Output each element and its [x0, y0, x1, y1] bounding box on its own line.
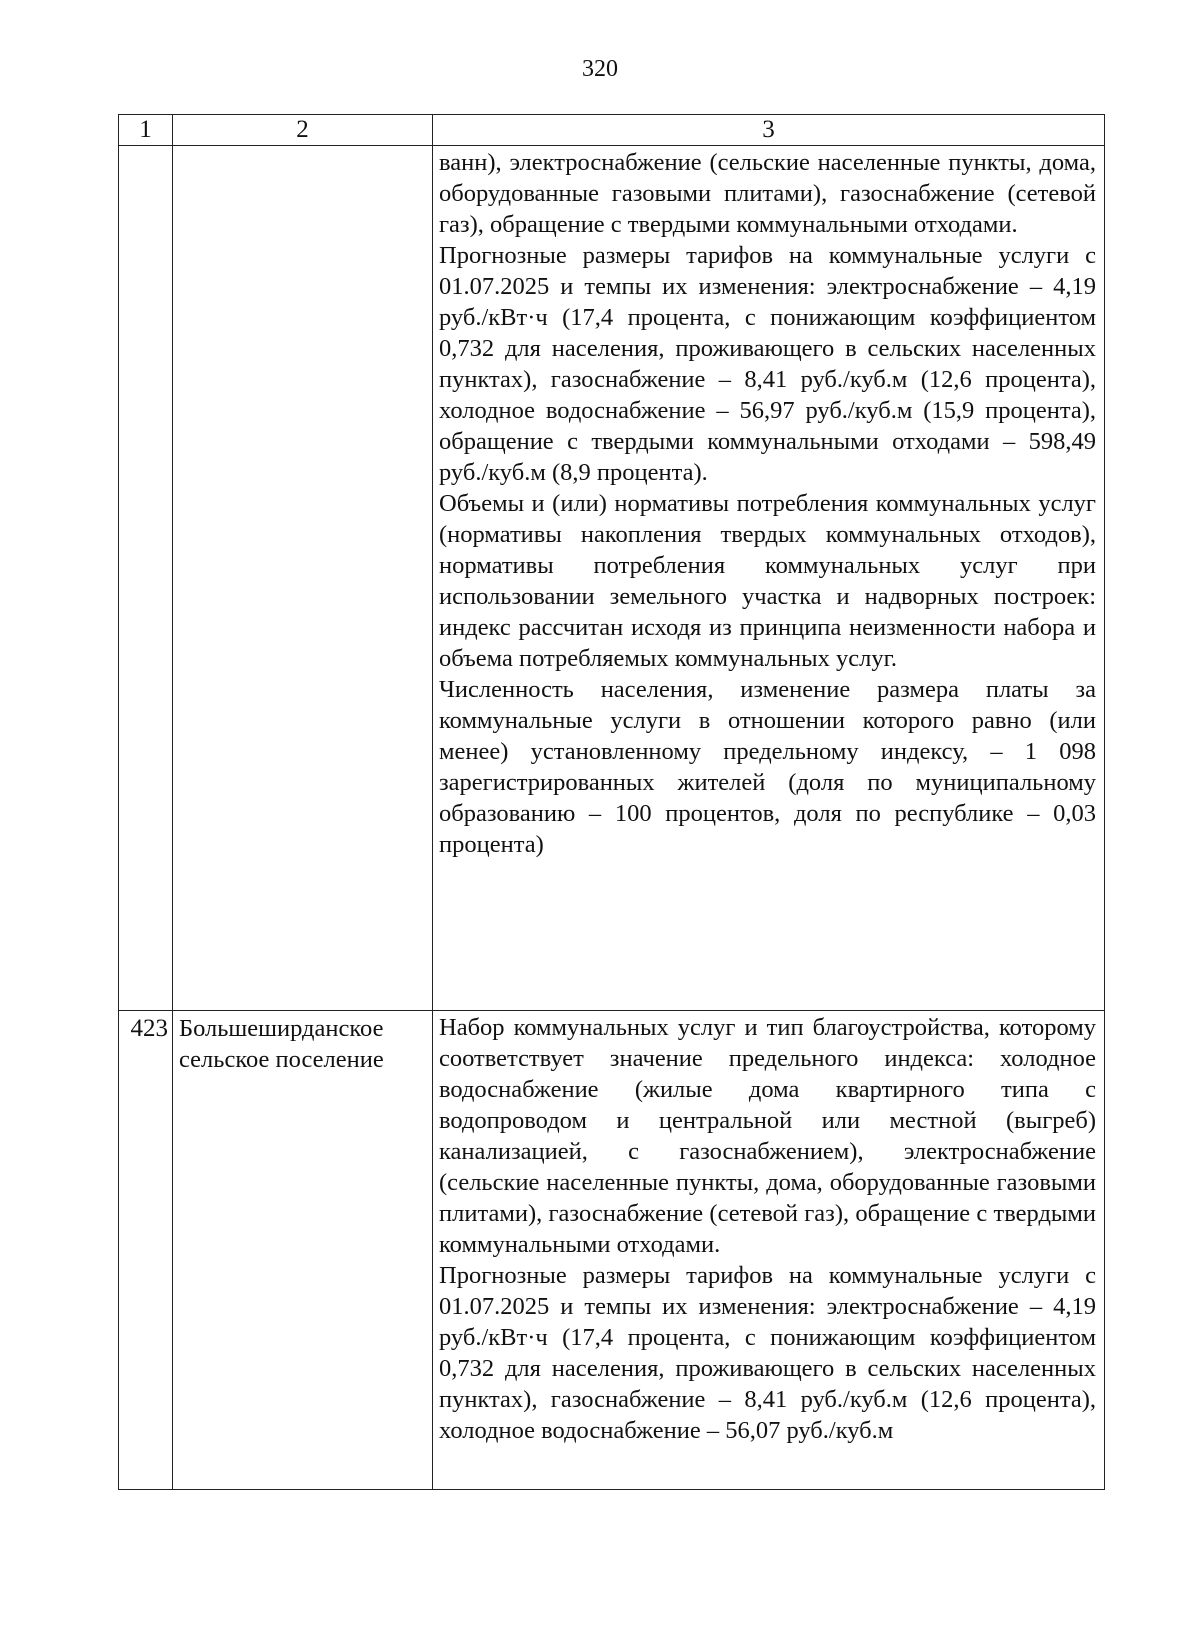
table-row [119, 1011, 1105, 1490]
row-number: 423 [119, 1011, 173, 1490]
description-cell [433, 1011, 1105, 1490]
header-cell-3: 3 [433, 115, 1105, 146]
table-row [119, 146, 1105, 1011]
header-cell-2: 2 [173, 115, 433, 146]
paragraph: Набор коммунальных услуг и тип благоустройства, которому соответствует значение предельного индекса: холодное водоснабжение (жилые дома квартирного типа с водопроводом и центральной или местной (выгреб) канализацией, с газоснабжением), электроснабжение (сельские населенные пункты, дома, оборудованные газовыми плитами), газоснабжение (сетевой газ), обращение с твердыми коммунальными отходами. [439, 1014, 1096, 1258]
paragraph: Объемы и (или) нормативы потребления коммунальных услуг (нормативы накопления твердых коммунальных отходов), нормативы потребления коммунальных услуг при использовании земельного участка и надворных построек: индекс рассчитан исходя из принципа неизменности набора и объема потребляемых коммунальных услуг. [439, 490, 1096, 672]
settlement-name: Большеширданское сельское поселение [173, 1011, 433, 1490]
paragraph: Прогнозные размеры тарифов на коммунальные услуги с 01.07.2025 и темпы их изменения: электроснабжение – 4,19 руб./кВт·ч (17,4 процента, с понижающим коэффициентом 0,732 для населения, проживающего в сельских населенных пунктах), газоснабжение – 8,41 руб./куб.м (12,6 процента), холодное водоснабжение – 56,07 руб./куб.м [439, 1262, 1096, 1444]
paragraph: Прогнозные размеры тарифов на коммунальные услуги с 01.07.2025 и темпы их изменения: электроснабжение – 4,19 руб./кВт·ч (17,4 процента, с понижающим коэффициентом 0,732 для населения, проживающего в сельских населенных пунктах), газоснабжение – 8,41 руб./куб.м (12,6 процента), холодное водоснабжение – 56,97 руб./куб.м (15,9 процента), обращение с твердыми коммунальными отходами – 598,49 руб./куб.м (8,9 процента). [439, 242, 1096, 486]
paragraph: ванн), электроснабжение (сельские населенные пункты, дома, оборудованные газовыми плитами), газоснабжение (сетевой газ), обращение с твердыми коммунальными отходами. [439, 149, 1096, 238]
tariff-table [118, 114, 1105, 1490]
page-number: 320 [582, 56, 618, 82]
settlement-name [173, 146, 433, 1011]
row-number [119, 146, 173, 1011]
header-cell-1: 1 [119, 115, 173, 146]
paragraph: Численность населения, изменение размера платы за коммунальные услуги в отношении которого равно (или менее) установленному предельному индексу, – 1 098 зарегистрированных жителей (доля по муниципальному образованию – 100 процентов, доля по республике – 0,03 процента) [439, 676, 1096, 858]
description-cell [433, 146, 1105, 1011]
table-header-row [119, 115, 1105, 146]
